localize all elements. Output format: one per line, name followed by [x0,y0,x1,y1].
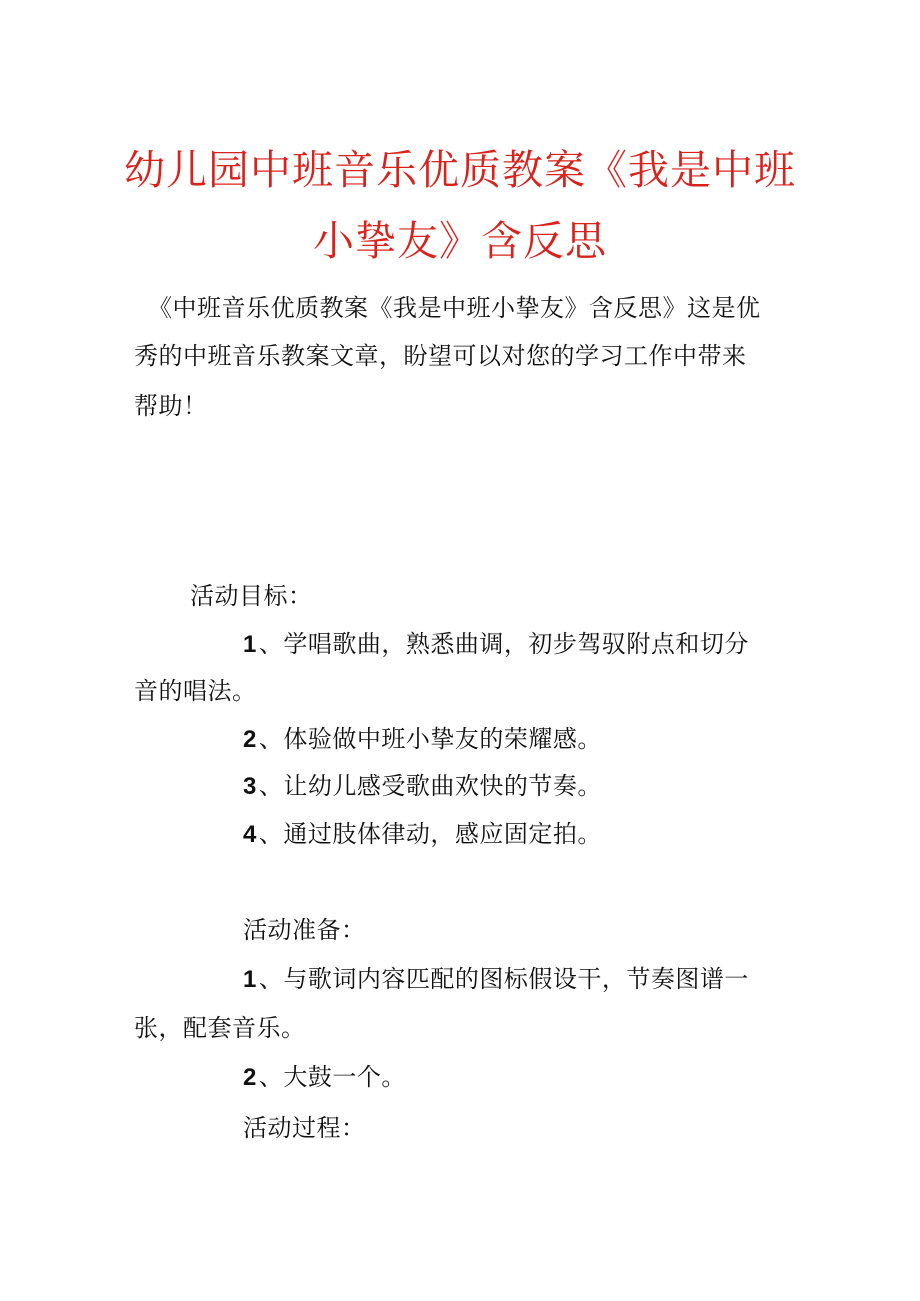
intro-line-1: 《中班音乐优质教案《我是中班小挚友》含反思》这是优 [148,294,761,322]
prep-item-number: 2 [243,1064,257,1091]
process-heading: 活动过程： [243,1114,366,1142]
goal-item-2 [243,723,602,756]
goal-item-number: 4 [243,821,257,848]
document-title-line-1: 幼儿园中班音乐优质教案《我是中班 [124,146,796,194]
goals-heading: 活动目标： [190,582,313,610]
goal-item-number: 1 [243,631,257,658]
goal-item-1-continued: 音的唱法。 [134,677,257,705]
goal-item-1 [243,628,749,661]
document-title-line-2: 小挚友》含反思 [313,217,607,265]
goal-item-text: 、体验做中班小挚友的荣耀感。 [258,725,602,753]
prep-item-1 [243,963,749,996]
goal-item-3 [243,770,602,803]
intro-line-3: 帮助！ [134,392,208,420]
intro-line-2: 秀的中班音乐教案文章，盼望可以对您的学习工作中带来 [134,342,747,370]
goal-item-text: 、学唱歌曲，熟悉曲调，初步驾驭附点和切分 [258,630,749,658]
goal-item-text: 、让幼儿感受歌曲欢快的节奏。 [258,772,602,800]
prep-item-text: 、大鼓一个。 [258,1063,406,1091]
goal-item-number: 3 [243,773,257,800]
prep-item-number: 1 [243,966,257,993]
prep-item-1-continued: 张，配套音乐。 [134,1014,306,1042]
goal-item-text: 、通过肢体律动，感应固定拍。 [258,820,602,848]
prep-heading: 活动准备： [243,916,366,944]
goal-item-4 [243,818,602,851]
prep-item-text: 、与歌词内容匹配的图标假设干，节奏图谱一 [258,965,749,993]
goal-item-number: 2 [243,726,257,753]
prep-item-2 [243,1061,406,1094]
